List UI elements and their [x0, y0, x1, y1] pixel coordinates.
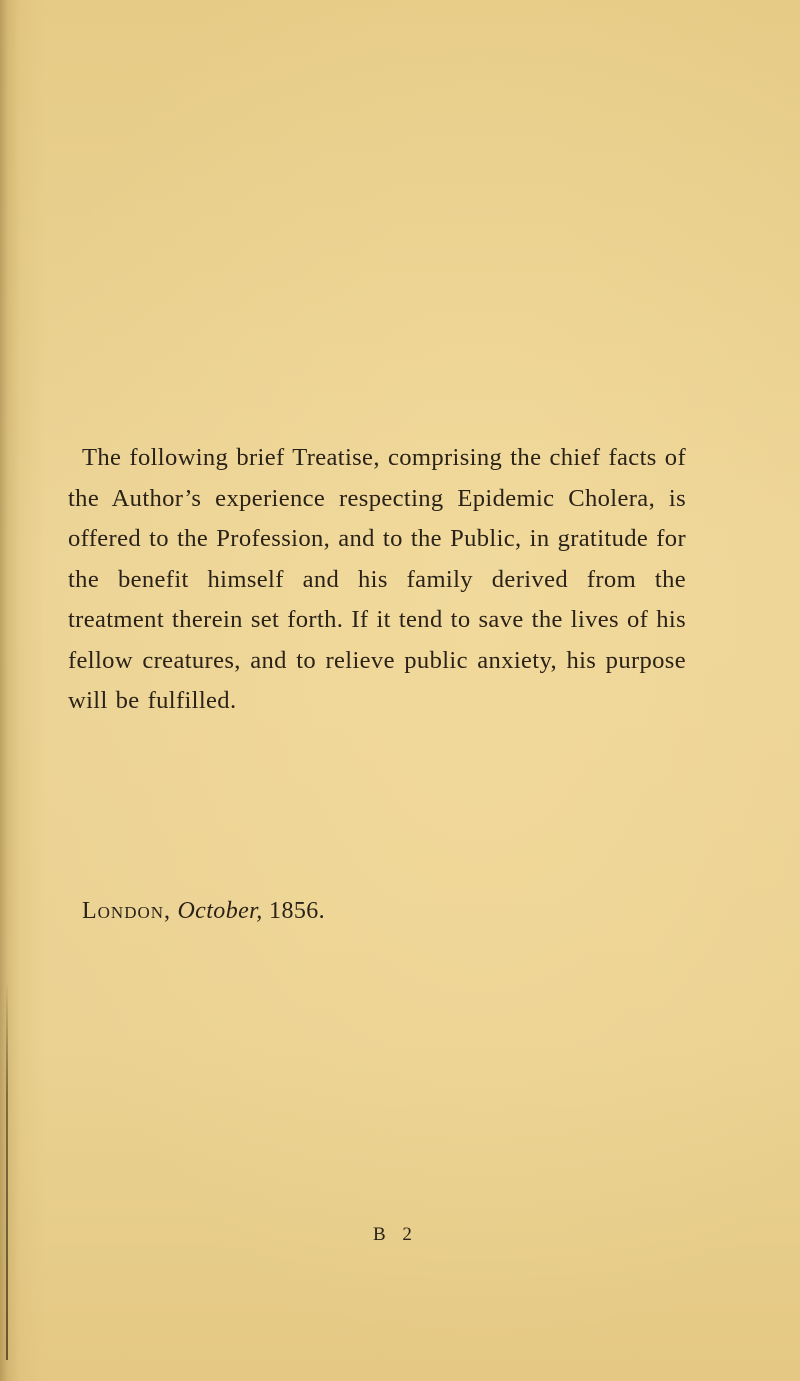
- dateline-year: 1856.: [269, 898, 326, 924]
- dateline-place: London,: [82, 898, 172, 924]
- binding-gutter-line: [6, 980, 8, 1360]
- preface-paragraph: The following brief Treatise, comprising the chief facts of the Author’s experience respecting Epidemic Cholera, is offered to the Profession, and to the Public, in gratitude for the benefit himself and his family derived from the treatment therein set forth. If it tend to save the lives of his fellow creatures, and to relieve public anxiety, his purpose will be fulfilled.: [68, 444, 686, 714]
- dateline: [82, 898, 325, 925]
- signature-mark: B 2: [373, 1224, 418, 1245]
- dateline-month: October,: [177, 898, 263, 924]
